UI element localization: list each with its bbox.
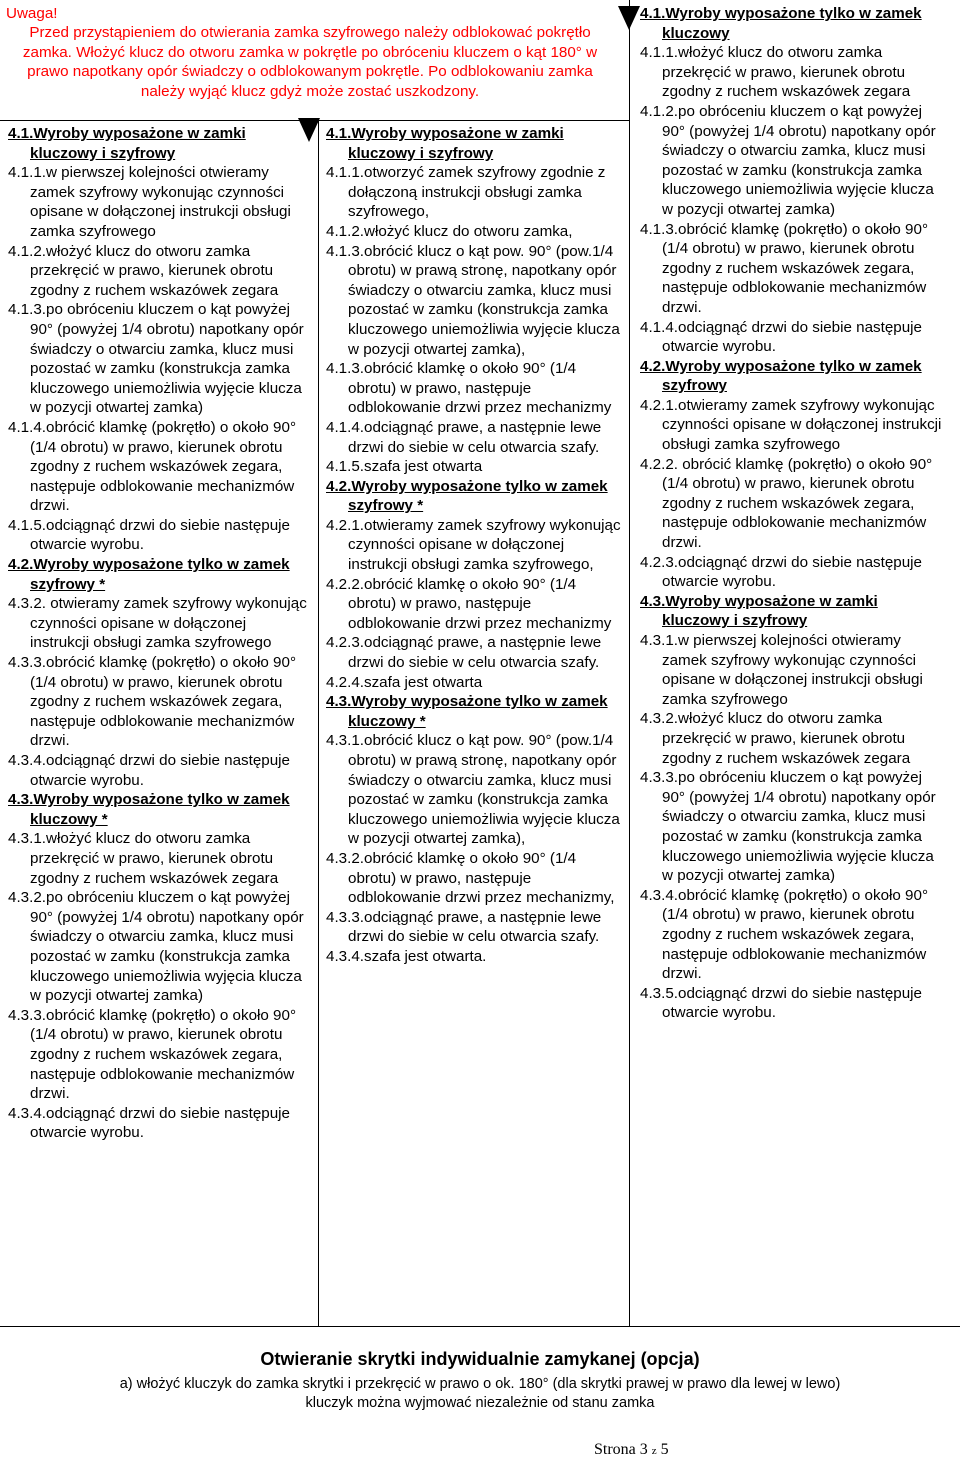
list-item: 4.1.1.otworzyć zamek szyfrowy zgodnie z dołączoną instrukcji obsługi zamka szyfrowego, — [326, 164, 606, 221]
divider-horizontal — [0, 120, 629, 121]
list-item: 4.1.3.obrócić klamkę (pokrętło) o około 90° (1/4 obrotu) w prawo, kierunek obrotu zgodny z ruchem wskazówek zegara, następuje odblokowanie mechanizmów drzwi. — [640, 220, 929, 316]
section-heading: 4.2.Wyroby wyposażone tylko w zamek szyfrowy * — [326, 477, 608, 515]
list-item: 4.3.2. otwieramy zamek szyfrowy wykonując czynności opisane w dołączonej instrukcji obsługi zamka szyfrowego — [8, 595, 307, 652]
list-item: 4.1.3.po obróceniu kluczem o kąt powyżej 90° (powyżej 1/4 obrotu) napotkany opór świadczy o otwarciu zamka, klucz musi pozostać w zamku (konstrukcja zamka kluczowego uniemożliwia wyjęcie klucza w pozycji otwartej zamka) — [8, 301, 304, 417]
column-3 — [640, 4, 948, 1023]
page-current: 3 — [639, 1441, 648, 1458]
divider-vertical — [629, 0, 630, 1326]
list-2 — [326, 516, 622, 692]
list-item: 4.2.3.odciągnąć drzwi do siebie następuje otwarcie wyrobu. — [640, 553, 922, 591]
page-label: Strona — [594, 1441, 636, 1458]
divider-horizontal — [0, 1326, 960, 1327]
section-heading: 4.2.Wyroby wyposażone tylko w zamek szyfrowy * — [8, 556, 290, 593]
list-2 — [640, 396, 948, 592]
list-item: 4.1.5.odciągnąć drzwi do siebie następuje otwarcie wyrobu. — [8, 516, 290, 554]
list-item: 4.1.5.szafa jest otwarta — [326, 458, 483, 476]
list-item: 4.1.3.obrócić klamkę o około 90° (1/4 obrotu) w prawo, następuje odblokowanie drzwi przez mechanizmy — [326, 360, 612, 417]
page-number — [594, 1440, 669, 1460]
box-body: a) włożyć kluczyk do zamka skrytki i przekręcić w prawo o ok. 180° (dla skrytki prawej w prawo dla lewej w lewo) kluczyk można wyjmować niezależnie od stanu zamka — [119, 1376, 841, 1411]
list-item: 4.2.4.szafa jest otwarta — [326, 673, 483, 691]
list-3 — [8, 829, 308, 1143]
page-sep: z — [651, 1445, 657, 1457]
section-heading: 4.1.Wyroby wyposażone w zamki kluczowy i szyfrowy — [8, 125, 246, 162]
section-heading: 4.1.Wyroby wyposażone tylko w zamek kluczowy — [640, 5, 922, 42]
list-item: 4.1.4.odciągnąć drzwi do siebie następuje otwarcie wyrobu. — [640, 318, 922, 356]
list-item: 4.3.3.obrócić klamkę (pokrętło) o około 90° (1/4 obrotu) w prawo, kierunek obrotu zgodny z ruchem wskazówek zegara, następuje odblokowanie mechanizmów drzwi. — [8, 1006, 297, 1103]
list-item: 4.3.2.po obróceniu kluczem o kąt powyżej 90° (powyżej 1/4 obrotu) napotkany opór świadczy o otwarciu zamka, klucz musi pozostać w zamku (konstrukcja zamka kluczowego uniemożliwia wyjęcia klucza w pozycji otwartej zamka) — [8, 889, 304, 1005]
column-2 — [326, 124, 622, 967]
list-item: 4.2.1.otwieramy zamek szyfrowy wykonując czynności opisane w dołączonej instrukcji obsługi zamka szyfrowego, — [326, 516, 621, 574]
list-item: 4.1.3.obrócić klucz o kąt pow. 90° (pow.1/4 obrotu) w prawą stronę, napotkany opór świadczy o otwarciu zamka, klucz musi pozostać w zamku (konstrukcja zamka kluczowego uniemożliwia wyjęcie klucza w pozycji otwartej zamka), — [326, 242, 620, 358]
list-item: 4.1.2.włożyć klucz do otworu zamka, — [326, 222, 573, 240]
section-heading: 4.3.Wyroby wyposażone w zamki kluczowy i szyfrowy — [640, 592, 878, 630]
list-item: 4.3.4.szafa jest otwarta. — [326, 947, 487, 965]
list-item: 4.1.2.włożyć klucz do otworu zamka przekręcić w prawo, kierunek obrotu zgodny z ruchem wskazówek zegara — [8, 242, 279, 299]
list-item: 4.3.4.odciągnąć drzwi do siebie następuje otwarcie wyrobu. — [8, 752, 290, 789]
section-heading: 4.2.Wyroby wyposażone tylko w zamek szyfrowy — [640, 357, 922, 395]
list-item: 4.3.1.obrócić klucz o kąt pow. 90° (pow.1/4 obrotu) w prawą stronę, napotkany opór świadczy o otwarciu zamka, klucz musi pozostać w zamku (konstrukcja zamka kluczowego uniemożliwia wyjęcie klucza w pozycji otwartej zamka), — [326, 732, 620, 848]
page-total: 5 — [660, 1441, 669, 1458]
divider-vertical — [318, 120, 319, 1326]
list-3 — [640, 631, 948, 1023]
list-item: 4.3.1.włożyć klucz do otworu zamka przekręcić w prawo, kierunek obrotu zgodny z ruchem wskazówek zegara — [8, 830, 279, 887]
warning-title: Uwaga! — [6, 5, 58, 22]
list-item: 4.2.3.odciągnąć prawe, a następnie lewe drzwi do siebie w celu otwarcia szafy. — [326, 634, 602, 672]
list-item: 4.3.3.odciągnąć prawe, a następnie lewe drzwi do siebie w celu otwarcia szafy. — [326, 908, 602, 946]
section-heading: 4.3.Wyroby wyposażone tylko w zamek kluczowy * — [8, 791, 290, 828]
list-item: 4.3.1.w pierwszej kolejności otwieramy zamek szyfrowy wykonując czynności opisane w dołączonej instrukcji obsługi zamka szyfrowego — [640, 632, 923, 708]
warning-body: Przed przystąpieniem do otwierania zamka szyfrowego należy odblokować pokrętło zamka. Włożyć klucz do otworu zamka w pokrętle po obróceniu kluczem o kąt 180° w prawo napotkany opór świadczy o odblokowanym pokrętle. Po odblokowaniu zamka należy wyjąć klucz gdyż może zostać uszkodzony. — [22, 24, 598, 100]
list-item: 4.2.2. obrócić klamkę (pokrętło) o około 90° (1/4 obrotu) w prawo, kierunek obrotu zgodny z ruchem wskazówek zegara, następuje odblokowanie mechanizmów drzwi. — [640, 455, 933, 552]
list-item: 4.3.2.włożyć klucz do otworu zamka przekręcić w prawo, kierunek obrotu zgodny z ruchem wskazówek zegara — [640, 710, 911, 767]
list-item: 4.2.1.otwieramy zamek szyfrowy wykonując czynności opisane w dołączonej instrukcji obsługi zamka szyfrowego — [640, 396, 942, 454]
box-title: Otwieranie skrytki indywidualnie zamykanej (opcja) — [260, 1349, 700, 1369]
list-item: 4.3.2.obrócić klamkę o około 90° (1/4 obrotu) w prawo, następuje odblokowanie drzwi przez mechanizmy, — [326, 849, 615, 907]
list-3 — [326, 731, 622, 966]
list-item: 4.1.1.włożyć klucz do otworu zamka przekręcić w prawo, kierunek obrotu zgodny z ruchem wskazówek zegara — [640, 44, 911, 101]
list-item: 4.3.3.po obróceniu kluczem o kąt powyżej 90° (powyżej 1/4 obrotu) napotkany opór świadczy o otwarciu zamka, klucz musi pozostać w zamku (konstrukcja zamka kluczowego uniemożliwia wyjęcie klucza w pozycji otwartej zamka) — [640, 769, 936, 885]
column-1 — [8, 124, 308, 1143]
list-1 — [326, 163, 622, 477]
list-item: 4.3.3.obrócić klamkę (pokrętło) o około 90° (1/4 obrotu) w prawo, kierunek obrotu zgodny z ruchem wskazówek zegara, następuje odblokowanie mechanizmów drzwi. — [8, 654, 297, 750]
list-2 — [8, 594, 308, 790]
list-1 — [8, 163, 308, 555]
list-item: 4.1.1.w pierwszej kolejności otwieramy zamek szyfrowy wykonując czynności opisane w dołączonej instrukcji obsługi zamka szyfrowego — [8, 164, 291, 240]
list-1 — [640, 43, 948, 357]
list-item: 4.3.4.odciągnąć drzwi do siebie następuje otwarcie wyrobu. — [8, 1104, 290, 1142]
list-item: 4.1.4.odciągnąć prawe, a następnie lewe drzwi do siebie w celu otwarcia szafy. — [326, 418, 602, 456]
section-heading: 4.1.Wyroby wyposażone w zamki kluczowy i szyfrowy — [326, 125, 564, 162]
list-item: 4.3.4.obrócić klamkę (pokrętło) o około 90° (1/4 obrotu) w prawo, kierunek obrotu zgodny z ruchem wskazówek zegara, następuje odblokowanie mechanizmów drzwi. — [640, 886, 929, 983]
list-item: 4.3.5.odciągnąć drzwi do siebie następuje otwarcie wyrobu. — [640, 984, 922, 1022]
list-item: 4.2.2.obrócić klamkę o około 90° (1/4 obrotu) w prawo, następuje odblokowanie drzwi przez mechanizmy — [326, 575, 612, 632]
list-item: 4.1.2.po obróceniu kluczem o kąt powyżej 90° (powyżej 1/4 obrotu) napotkany opór świadczy o otwarciu zamka, klucz musi pozostać w zamku (konstrukcja zamka kluczowego uniemożliwia wyjęcie klucza w pozycji otwartej zamka) — [640, 102, 936, 218]
list-item: 4.1.4.obrócić klamkę (pokrętło) o około 90° (1/4 obrotu) w prawo, kierunek obrotu zgodny z ruchem wskazówek zegara, następuje odblokowanie mechanizmów drzwi. — [8, 418, 297, 515]
section-heading: 4.3.Wyroby wyposażone tylko w zamek kluczowy * — [326, 693, 608, 730]
